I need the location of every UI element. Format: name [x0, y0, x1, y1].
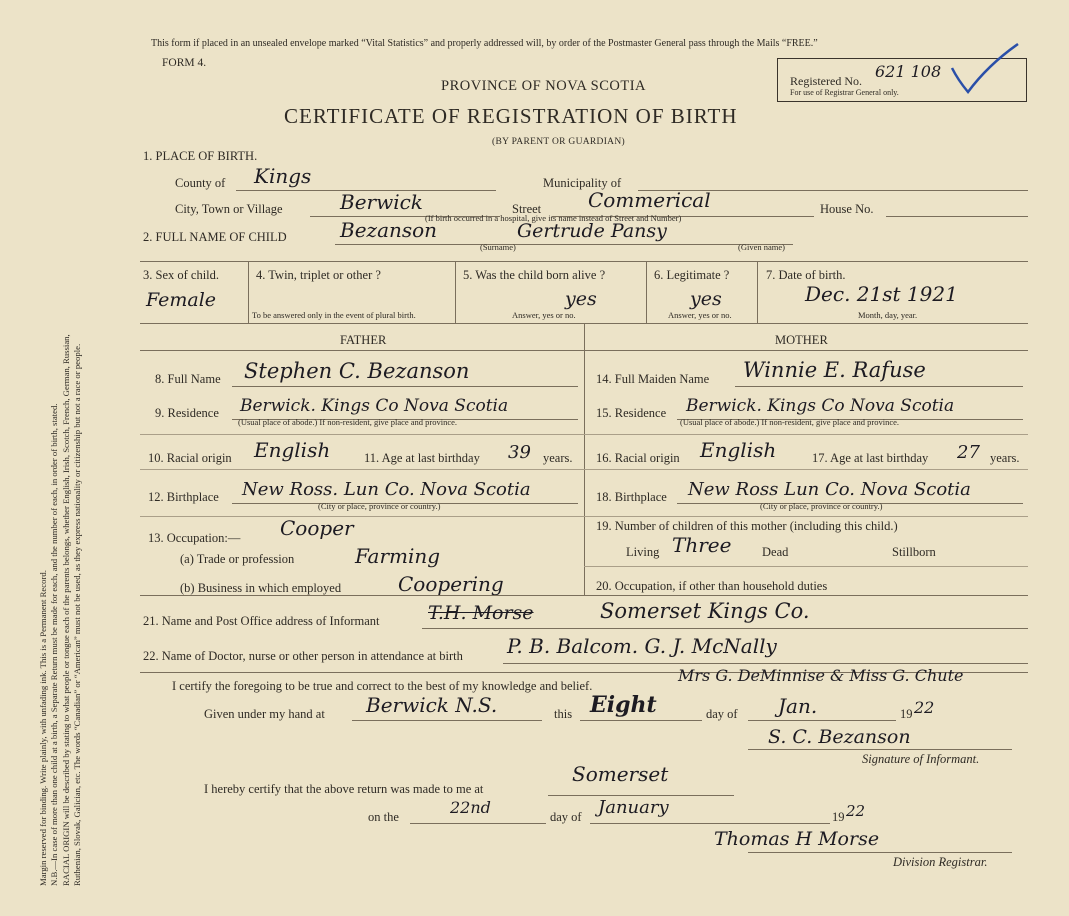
month-line [748, 720, 896, 721]
father-birthplace-note: (City or place, province or country.) [318, 501, 441, 511]
father-racial-value: English [254, 438, 331, 462]
legitimate-value: yes [690, 288, 722, 310]
registrar-year-prefix: 19 [832, 810, 845, 824]
on-the-label: on the [368, 810, 399, 824]
mother-residence-label: 15. Residence [596, 406, 667, 420]
father-name-line [232, 386, 578, 387]
dead-label: Dead [762, 545, 789, 559]
this-label: this [554, 707, 573, 721]
given-name-note: (Given name) [738, 242, 785, 252]
certify-statement: I certify the foregoing to be true and correct to the best of my knowledge and belief. [172, 679, 593, 693]
municipality-label: Municipality of [543, 176, 622, 190]
stillborn-label: Stillborn [892, 545, 936, 559]
father-age-value: 39 [508, 442, 531, 463]
registrar-place-line [548, 795, 734, 796]
mother-residence-value: Berwick. Kings Co Nova Scotia [686, 396, 955, 416]
father-name-label: 8. Full Name [155, 372, 221, 386]
informant-line [422, 628, 1028, 629]
parents-bottom-rule [140, 595, 1028, 596]
twin-note: To be answered only in the event of plural birth. [252, 310, 416, 320]
registrar-use-note: For use of Registrar General only. [790, 88, 899, 97]
province-heading: PROVINCE OF NOVA SCOTIA [441, 78, 646, 94]
father-rule-3 [140, 516, 584, 517]
form-number: FORM 4. [162, 57, 207, 69]
alive-value: yes [565, 288, 597, 310]
mother-name-label: 14. Full Maiden Name [596, 372, 710, 386]
year-prefix: 19 [900, 707, 913, 721]
page-title: CERTIFICATE OF REGISTRATION OF BIRTH [284, 104, 738, 128]
informant-signature-line [748, 749, 1012, 750]
father-racial-label: 10. Racial origin [148, 451, 232, 465]
mother-rule-1 [584, 434, 1028, 435]
registered-number: 621 108 [875, 62, 942, 81]
registrar-caption: Division Registrar. [893, 855, 988, 869]
mother-racial-label: 16. Racial origin [596, 451, 680, 465]
mother-years-label: years. [990, 451, 1020, 465]
child-name-label: 2. FULL NAME OF CHILD [143, 230, 287, 244]
informant-signature-caption: Signature of Informant. [862, 752, 980, 766]
child-name-line [335, 244, 793, 245]
mother-rule-4 [584, 566, 1028, 567]
registrar-day-value: 22nd [450, 798, 491, 817]
mother-birthplace-label: 18. Birthplace [596, 490, 667, 504]
registrar-signature: Thomas H Morse [714, 828, 880, 850]
details-top-rule [140, 261, 1028, 262]
mother-occupation-label: 20. Occupation, if other than household duties [596, 579, 828, 593]
day-value: Eight [590, 692, 657, 718]
birth-date-value: Dec. 21st 1921 [805, 282, 958, 306]
father-years-label: years. [543, 451, 573, 465]
day-of-label: day of [706, 707, 738, 721]
city-label: City, Town or Village [175, 202, 283, 216]
father-birthplace-label: 12. Birthplace [148, 490, 219, 504]
margin-instructions [38, 6, 84, 886]
given-place-line [352, 720, 542, 721]
father-name-value: Stephen C. Bezanson [244, 359, 470, 383]
margin-line-1: Margin reserved for binding. Write plainly, with unfading ink. This is a Permanent Record. [38, 570, 48, 886]
birth-date-note: Month, day, year. [858, 310, 918, 320]
doctor-value: P. B. Balcom. G. J. McNally [507, 634, 777, 658]
street-label: Street [512, 202, 542, 216]
doctor-extra: Mrs G. DeMinnise & Miss G. Chute [678, 666, 964, 685]
day-line [580, 720, 702, 721]
doctor-line [503, 663, 1028, 664]
twin-label: 4. Twin, triplet or other ? [256, 268, 381, 282]
informant-value: Somerset Kings Co. [600, 599, 810, 623]
registered-label: Registered No. [790, 74, 862, 88]
sex-label: 3. Sex of child. [143, 268, 220, 282]
county-value: Kings [254, 164, 312, 188]
living-value: Three [672, 533, 732, 557]
mother-birthplace-value: New Ross Lun Co. Nova Scotia [688, 479, 971, 500]
details-divider-1 [248, 261, 249, 323]
business-value: Coopering [398, 572, 504, 596]
business-label: (b) Business in which employed [180, 581, 342, 595]
mother-name-value: Winnie E. Rafuse [743, 358, 926, 382]
place-section-label: 1. PLACE OF BIRTH. [143, 149, 258, 163]
trade-value: Farming [355, 544, 441, 568]
mother-racial-value: English [700, 438, 777, 462]
month-value: Jan. [778, 694, 818, 718]
given-place-value: Berwick N.S. [366, 693, 498, 717]
father-age-label: 11. Age at last birthday [364, 451, 480, 465]
city-value: Berwick [340, 190, 423, 214]
informant-struck-value: T.H. Morse [428, 602, 534, 624]
child-surname: Bezanson [340, 218, 438, 242]
mother-birthplace-note: (City or place, province or country.) [760, 501, 883, 511]
county-label: County of [175, 176, 226, 190]
year-value: 22 [914, 698, 935, 717]
father-residence-value: Berwick. Kings Co Nova Scotia [240, 396, 509, 416]
father-occupation-label: 13. Occupation:— [148, 531, 241, 545]
mother-rule-3 [584, 516, 1028, 517]
registrar-statement: I hereby certify that the above return was made to me at [204, 782, 484, 796]
children-count-label: 19. Number of children of this mother (including this child.) [596, 519, 898, 533]
registrar-month-value: January [598, 797, 669, 818]
mail-notice: This form if placed in an unsealed envelope marked “Vital Statistics” and properly addressed will, by order of the Postmaster General pass through the Mails “FREE.” [151, 38, 818, 49]
given-under-label: Given under my hand at [204, 707, 325, 721]
alive-label: 5. Was the child born alive ? [463, 268, 606, 282]
mother-age-value: 27 [957, 442, 980, 463]
doctor-label: 22. Name of Doctor, nurse or other person in attendance at birth [143, 649, 463, 663]
father-rule-2 [140, 469, 584, 470]
child-given-name: Gertrude Pansy [517, 220, 667, 242]
registrar-day-line [410, 823, 546, 824]
father-occupation-value: Cooper [280, 516, 354, 540]
hospital-note: (If birth occurred in a hospital, give its name instead of Street and Number) [425, 213, 682, 223]
registrar-signature-line [748, 852, 1012, 853]
street-value: Commerical [588, 188, 711, 212]
mother-age-label: 17. Age at last birthday [812, 451, 929, 465]
birth-date-label: 7. Date of birth. [766, 268, 846, 282]
house-label: House No. [820, 202, 874, 216]
trade-label: (a) Trade or profession [180, 552, 295, 566]
registrar-day-of-label: day of [550, 810, 582, 824]
father-residence-label: 9. Residence [155, 406, 219, 420]
registrar-month-line [590, 823, 830, 824]
mother-rule-2 [584, 469, 1028, 470]
mother-heading: MOTHER [775, 333, 828, 347]
alive-note: Answer, yes or no. [512, 310, 576, 320]
living-label: Living [626, 545, 660, 559]
sex-value: Female [146, 289, 217, 311]
house-line [886, 216, 1028, 217]
details-divider-2 [455, 261, 456, 323]
details-divider-3 [646, 261, 647, 323]
father-heading: FATHER [340, 333, 387, 347]
registrar-place-value: Somerset [572, 762, 669, 786]
page-subtitle: (BY PARENT OR GUARDIAN) [492, 137, 625, 147]
registrar-year-value: 22 [846, 802, 866, 820]
mother-name-line [735, 386, 1023, 387]
informant-signature: S. C. Bezanson [768, 726, 911, 748]
father-birthplace-value: New Ross. Lun Co. Nova Scotia [242, 479, 531, 500]
legitimate-label: 6. Legitimate ? [654, 268, 730, 282]
checkmark-icon [948, 40, 1023, 100]
father-residence-note: (Usual place of abode.) If non-resident, give place and province. [238, 417, 458, 427]
margin-line-2: N.B.—In case of more than one child at a birth, a Separate Return must be made for each, and the number of each, in order of birth, stated. [49, 403, 60, 886]
legitimate-note: Answer, yes or no. [668, 310, 732, 320]
father-rule-1 [140, 434, 584, 435]
parents-divider [584, 323, 585, 595]
margin-line-4: Ruthenian, Slovak, Galician, etc. The words “Canadian” or “American” must not be used, as they express nationality or citizenship but not a race or people. [72, 343, 83, 886]
mother-residence-note: (Usual place of abode.) If non-resident, give place and province. [680, 417, 900, 427]
parents-heading-rule [140, 350, 1028, 351]
margin-line-3: RACIAL ORIGIN will be described by stating to what people or tongue each of the parents belongs, whether English, Irish, Scotch, French, German, Russian, [60, 334, 71, 886]
informant-label: 21. Name and Post Office address of Informant [143, 614, 380, 628]
surname-note: (Surname) [480, 242, 516, 252]
details-divider-4 [757, 261, 758, 323]
